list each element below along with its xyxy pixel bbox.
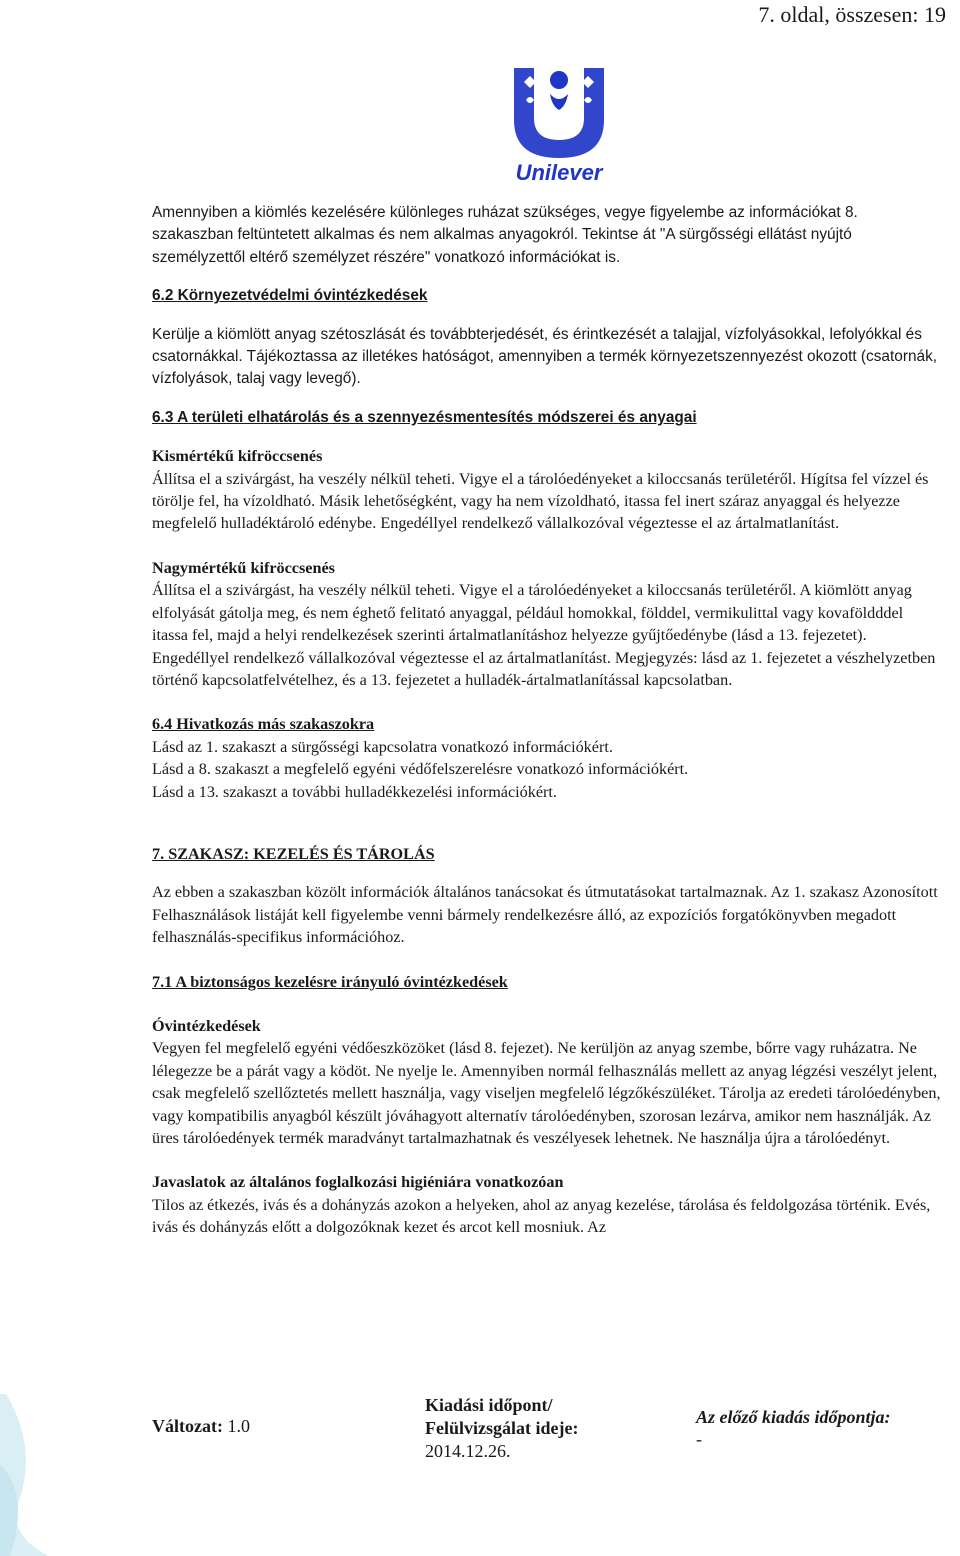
large-spill-heading: Nagymértékű kifröccsenés: [152, 558, 335, 577]
version-value: 1.0: [227, 1416, 250, 1436]
footer-version: [152, 1416, 250, 1437]
hygiene-heading: Javaslatok az általános foglalkozási higiéniára vonatkozóan: [152, 1173, 564, 1192]
unilever-logo: [500, 62, 618, 187]
section-7-1-heading: 7.1 A biztonságos kezelésre irányuló óvintézkedések: [152, 972, 508, 991]
precautions-heading: Óvintézkedések: [152, 1016, 261, 1035]
intro-paragraph: Amennyiben a kiömlés kezelésére különleges ruházat szükséges, vegye figyelembe az információkat 8. szakaszban feltüntetett alkalmas és nem alkalmas anyagokról. Tekintse át "A sürgősségi ellátást nyújtó személyzettől eltérő személyzet részére" vonatkozó információkat is.: [152, 204, 858, 266]
large-spill-text: Állítsa el a szivárgást, ha veszély nélkül teheti. Vigye el a tárolóedényeket a kiloccsanás területéről. A kiömlött anyag elfolyását gátolja meg, és nem éghető felitató anyaggal, például homokkal, földdel, vermikulittal vagy kovaföldddel itassa fel, majd a helyi rendelkezések szerinti ártalmatlanításhoz helyezze gyűjtőedénybe (lásd a 13. fejezetet). Engedéllyel rendelkező vállalkozóval végeztesse el az ártalmatlanítást. Megjegyzés: lásd az 1. fejezetet a vészhelyzetben történő kapcsolatfelvételhez, és a 13. fejezetet a hulladék-ártalmatlanítással kapcsolatban.: [152, 581, 936, 689]
small-spill-heading: Kismértékű kifröccsenés: [152, 447, 323, 466]
small-spill-text: Állítsa el a szivárgást, ha veszély nélkül teheti. Vigye el a tárolóedényeket a kiloccsanás területéről. Hígítsa fel vízzel és törölje fel, ha vízoldható. Másik lehetőségként, vagy ha nem vízoldható, itassa fel inert száraz anyaggal és helyezze megfelelő hulladéktároló edénybe. Engedéllyel rendelkező vállalkozóval végeztesse el az ártalmatlanítást.: [152, 469, 929, 533]
section-6-3-heading: 6.3 A területi elhatárolás és a szennyezésmentesítés módszerei és anyagai: [152, 408, 697, 426]
section-7-text: Az ebben a szakaszban közölt információk általános tanácsokat és útmutatásokat tartalmaznak. Az 1. szakasz Azonosított Felhasználások listáját kell figyelembe venni bármely rendelkezésre álló, az expozíciós forgatókönyvben megadott felhasználás-specifikus információhoz.: [152, 883, 938, 947]
section-6-4-line-2: Lásd a 8. szakaszt a megfelelő egyéni védőfelszerelésre vonatkozó információkért.: [152, 760, 689, 779]
issue-date-value: 2014.12.26.: [425, 1441, 511, 1461]
page-footer: [0, 1394, 960, 1556]
section-6-2-heading: 6.2 Környezetvédelmi óvintézkedések: [152, 287, 428, 305]
unilever-u-logo-icon: [500, 62, 618, 187]
footer-issue-date: [425, 1394, 578, 1463]
section-6-4-heading: 6.4 Hivatkozás más szakaszokra: [152, 715, 375, 734]
section-6-4-line-3: Lásd a 13. szakaszt a további hulladékkezelési információkért.: [152, 782, 557, 801]
page-number: 7. oldal, összesen: 19: [758, 2, 946, 27]
document-body: [152, 202, 942, 1239]
hygiene-text: Tilos az étkezés, ivás és a dohányzás azokon a helyeken, ahol az anyag kezelése, tárolása és feldolgozása történik. Evés, ivás és dohányzás előtt a dolgozóknak kezet és arcot kell mosniuk. Az: [152, 1195, 931, 1237]
issue-label-line-1: Kiadási időpont/: [425, 1395, 553, 1415]
decorative-wave-icon: [0, 1394, 160, 1556]
logo-wordmark: Unilever: [515, 160, 603, 185]
issue-label-line-2: Felülvizsgálat ideje:: [425, 1418, 579, 1438]
version-label: Változat:: [152, 1416, 223, 1436]
previous-issue-label: Az előző kiadás időpontja:: [696, 1407, 891, 1427]
section-7-heading: 7. SZAKASZ: KEZELÉS ÉS TÁROLÁS: [152, 844, 435, 863]
section-6-2-text: Kerülje a kiömlött anyag szétoszlását és továbbterjedését, és érintkezését a talajjal, vízfolyásokkal, lefolyókkal és csatornákkal. Tájékoztassa az illetékes hatóságot, amennyiben a termék környezetszennyezést okozott (csatornák, vízfolyások, talaj vagy levegő).: [152, 325, 938, 388]
section-6-4-line-1: Lásd az 1. szakaszt a sürgősségi kapcsolatra vonatkozó információkért.: [152, 737, 613, 756]
precautions-text: Vegyen fel megfelelő egyéni védőeszközöket (lásd 8. fejezet). Ne kerüljön az anyag szembe, bőrre vagy ruházatra. Ne lélegezze be a párát vagy a ködöt. Ne nyelje le. Amennyiben normál felhasználás mellett az anyag légzési veszélyt jelent, csak megfelelő szellőztetés mellett használja, vagy viseljen megfelelő légzőkészüléket. Tárolja az eredeti tárolóedényben, vagy kompatibilis anyagból készült jóváhagyott alternatív tárolóedényben, szorosan lezárva, amikor nem használják. Az üres tárolóedények termék maradványt tartalmazhatnak és veszélyesek lehetnek. Ne használja újra a tárolóedényt.: [152, 1039, 941, 1147]
previous-issue-value: -: [696, 1429, 702, 1449]
footer-previous-issue: [696, 1406, 891, 1450]
